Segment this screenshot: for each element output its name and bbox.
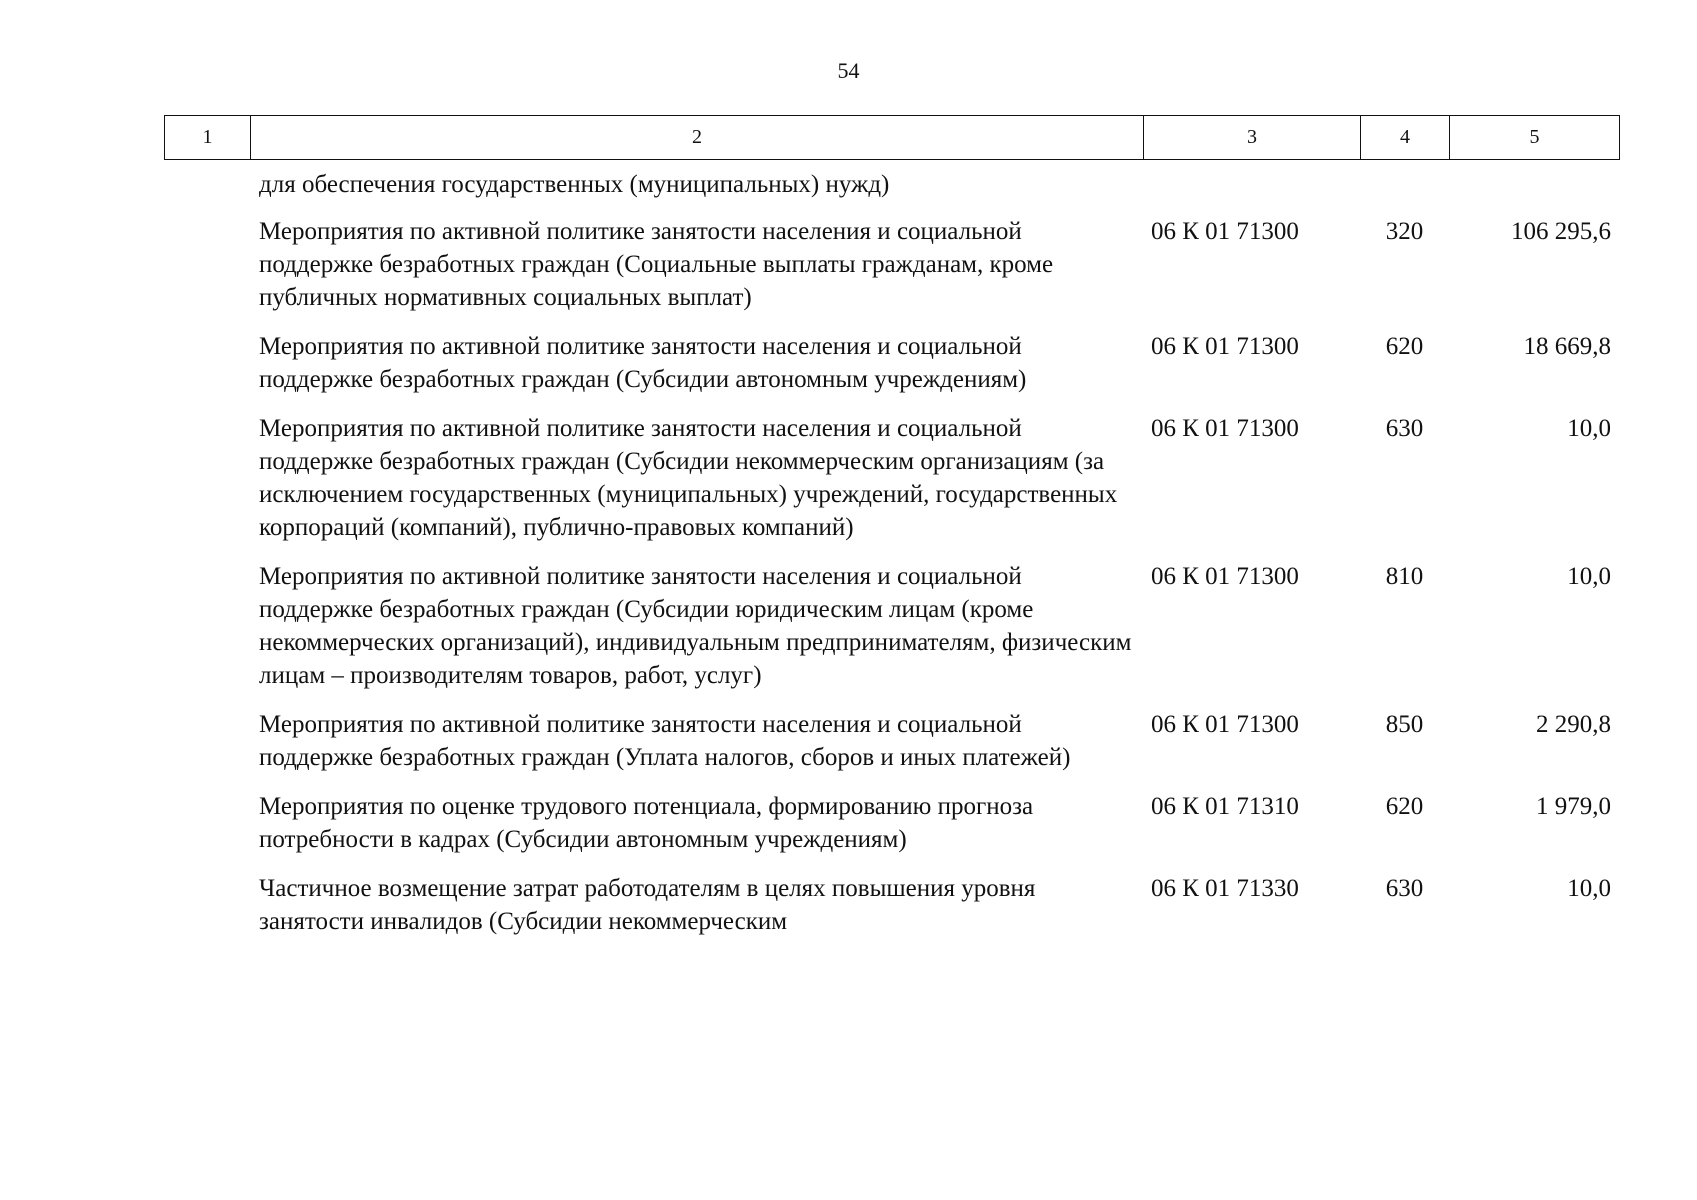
- description-cell: для обеспечения государственных (муниципальных) нужд): [259, 171, 890, 198]
- column-number-header: [164, 115, 1620, 160]
- page-number: 54: [837, 58, 860, 83]
- description-cell: Мероприятия по активной политике занятости населения и социальной поддержке безработных граждан (Субсидии некоммерческим организациям (за исключением государственных (муниципальных) учреждений, государственных корпораций (компаний), публично-правовых компаний): [259, 415, 1118, 541]
- header-row: [165, 116, 1620, 160]
- table-row: [164, 330, 1619, 412]
- expense-type-cell: 620: [1385, 333, 1424, 360]
- table-row: [164, 215, 1619, 330]
- amount-cell: 10,0: [1567, 415, 1611, 442]
- expense-type-cell: [1360, 168, 1449, 215]
- target-code-cell: 06 К 01 71300: [1151, 415, 1299, 442]
- amount-cell: 18 669,8: [1523, 333, 1611, 360]
- target-code-cell: 06 К 01 71300: [1151, 218, 1299, 245]
- target-code-cell: 06 К 01 71330: [1151, 875, 1299, 902]
- table-row: [164, 872, 1619, 954]
- header-col-5: 5: [1450, 116, 1620, 160]
- row-number-cell: [164, 560, 250, 708]
- row-number-cell: [164, 330, 250, 412]
- description-cell: Мероприятия по активной политике занятости населения и социальной поддержке безработных граждан (Уплата налогов, сборов и иных платежей): [259, 711, 1071, 771]
- expense-type-cell: 850: [1385, 711, 1424, 738]
- budget-table: [164, 168, 1619, 954]
- amount-cell: 1 979,0: [1536, 793, 1611, 820]
- description-cell: Мероприятия по активной политике занятости населения и социальной поддержке безработных граждан (Субсидии юридическим лицам (кроме некоммерческих организаций), индивидуальным предпринимателям, физическим лицам – производителям товаров, работ, услуг): [259, 563, 1132, 689]
- table-row: [164, 168, 1619, 215]
- row-number-cell: [164, 412, 250, 560]
- row-number-cell: [164, 790, 250, 872]
- row-number-cell: [164, 872, 250, 954]
- target-code-cell: 06 К 01 71310: [1151, 793, 1299, 820]
- amount-cell: 10,0: [1567, 875, 1611, 902]
- target-code-cell: [1143, 168, 1360, 215]
- header-col-1: 1: [165, 116, 251, 160]
- expense-type-cell: 630: [1385, 875, 1424, 902]
- description-cell: Мероприятия по активной политике занятости населения и социальной поддержке безработных граждан (Социальные выплаты гражданам, кроме публичных нормативных социальных выплат): [259, 218, 1054, 311]
- table-row: [164, 412, 1619, 560]
- table-row: [164, 560, 1619, 708]
- target-code-cell: 06 К 01 71300: [1151, 711, 1299, 738]
- header-col-4: 4: [1361, 116, 1450, 160]
- row-number-cell: [164, 168, 250, 215]
- target-code-cell: 06 К 01 71300: [1151, 333, 1299, 360]
- table-row: [164, 790, 1619, 872]
- expense-type-cell: 630: [1385, 415, 1424, 442]
- header-col-2: 2: [251, 116, 1144, 160]
- description-cell: Частичное возмещение затрат работодателям в целях повышения уровня занятости инвалидов (Субсидии некоммерческим: [259, 875, 1036, 935]
- amount-cell: [1449, 168, 1619, 215]
- description-cell: Мероприятия по активной политике занятости населения и социальной поддержке безработных граждан (Субсидии автономным учреждениям): [259, 333, 1027, 393]
- row-number-cell: [164, 215, 250, 330]
- amount-cell: 106 295,6: [1511, 218, 1611, 245]
- table-row: [164, 708, 1619, 790]
- expense-type-cell: 620: [1385, 793, 1424, 820]
- row-number-cell: [164, 708, 250, 790]
- amount-cell: 2 290,8: [1536, 711, 1611, 738]
- description-cell: Мероприятия по оценке трудового потенциала, формированию прогноза потребности в кадрах (Субсидии автономным учреждениям): [259, 793, 1034, 853]
- expense-type-cell: 810: [1385, 563, 1424, 590]
- target-code-cell: 06 К 01 71300: [1151, 563, 1299, 590]
- expense-type-cell: 320: [1385, 218, 1424, 245]
- amount-cell: 10,0: [1567, 563, 1611, 590]
- header-col-3: 3: [1144, 116, 1361, 160]
